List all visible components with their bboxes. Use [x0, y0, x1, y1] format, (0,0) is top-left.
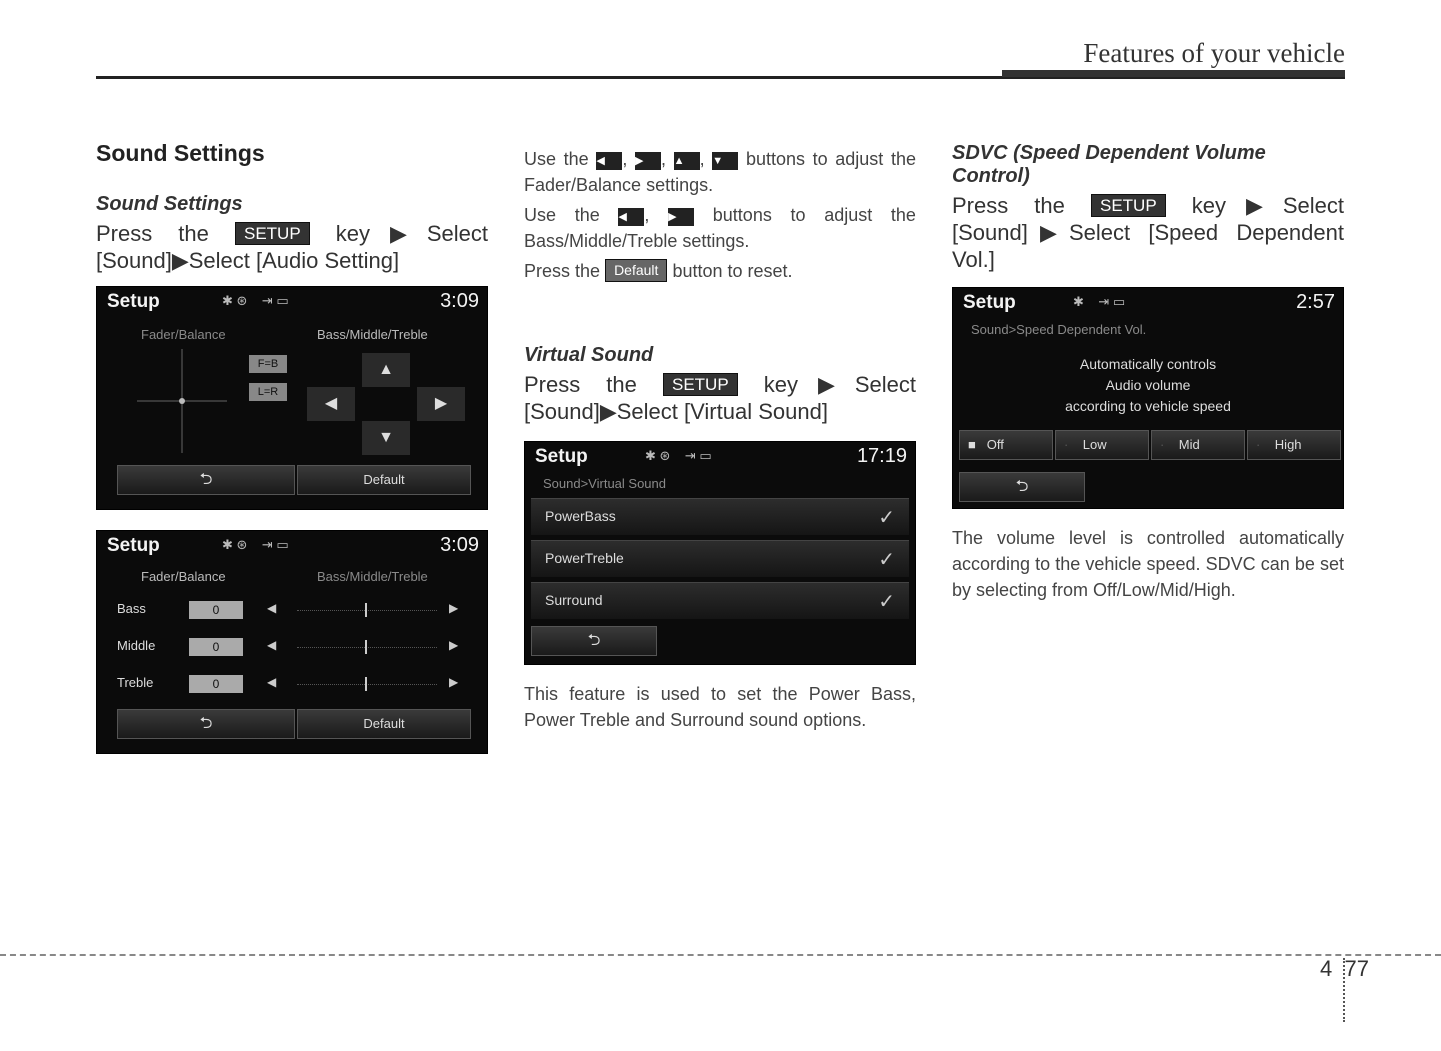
- sdvc-caption: The volume level is controlled automatically according to the vehicle speed. SDVC can be set by selecting from Off/Low/Mid/High.: [952, 528, 1344, 600]
- instruction-audio-setting: Press the SETUP key▶Select [Sound]▶Select [Audio Setting]: [96, 221, 488, 273]
- list-item-powertreble[interactable]: PowerTreble ✓: [531, 540, 909, 577]
- down-arrow-icon: ▼: [712, 152, 738, 170]
- default-key: Default: [605, 259, 667, 282]
- left-arrow-icon: ◀: [596, 152, 622, 170]
- treble-increase-icon[interactable]: ▶: [449, 675, 459, 689]
- status-icons: ✱ ⊛ ⇥ ▭: [645, 448, 712, 463]
- fader-balance-grid[interactable]: [137, 349, 227, 453]
- tab-fader-balance[interactable]: Fader/Balance: [141, 569, 226, 584]
- middle-value: 0: [189, 638, 243, 656]
- list-item-powerbass[interactable]: PowerBass ✓: [531, 498, 909, 535]
- check-icon: ✓: [878, 549, 895, 571]
- setup-key: SETUP: [663, 373, 738, 396]
- running-header: Features of your vehicle: [1083, 38, 1345, 68]
- radio-selected-icon: ■: [968, 437, 976, 452]
- right-arrow-icon[interactable]: ▶: [417, 387, 465, 421]
- instruction-bass-middle-treble: Use the ◀ , ▶ buttons to adjust the Bass/Middle/Treble settings.: [524, 205, 916, 251]
- bass-slider[interactable]: [297, 610, 437, 611]
- back-button[interactable]: ⮌: [117, 709, 295, 739]
- treble-value: 0: [189, 675, 243, 693]
- screen-time: 3:09: [440, 290, 479, 312]
- bass-increase-icon[interactable]: ▶: [449, 601, 459, 615]
- list-item-surround[interactable]: Surround ✓: [531, 582, 909, 619]
- bass-value: 0: [189, 601, 243, 619]
- down-arrow-icon[interactable]: ▼: [362, 421, 410, 455]
- bass-decrease-icon[interactable]: ◀: [267, 601, 277, 615]
- subheading-sdvc: SDVC (Speed Dependent Volume Control): [952, 142, 1266, 187]
- screen-fader-balance: [96, 286, 488, 510]
- screen-speed-dependent-vol: [952, 287, 1344, 509]
- sdvc-description: Automatically controls Audio volume according to vehicle speed: [1065, 356, 1231, 414]
- option-high[interactable]: · High: [1247, 430, 1341, 460]
- page-number: 4 77: [1320, 956, 1369, 981]
- subheading-virtual-sound: Virtual Sound: [524, 344, 654, 366]
- page-number-separator: [1343, 958, 1345, 1022]
- virtual-sound-caption: This feature is used to set the Power Bass, Power Treble and Surround sound options.: [524, 684, 916, 730]
- treble-label: Treble: [117, 675, 154, 690]
- screen-breadcrumb: Sound>Virtual Sound: [543, 476, 666, 491]
- treble-slider[interactable]: [297, 684, 437, 685]
- status-icons: ✱ ⊛ ⇥ ▭: [222, 537, 289, 552]
- left-arrow-icon: ◀: [618, 208, 644, 226]
- column-2: [524, 146, 916, 733]
- instruction-sdvc: Press the SETUP key▶Select [Sound]▶Select [Speed Dependent Vol.]: [952, 193, 1344, 272]
- up-arrow-icon[interactable]: ▲: [362, 353, 410, 387]
- column-1: [96, 140, 488, 754]
- radio-icon: ·: [1064, 437, 1069, 452]
- right-arrow-icon: ▶: [635, 152, 661, 170]
- middle-slider-thumb[interactable]: [365, 640, 367, 654]
- lr-center-button[interactable]: L=R: [249, 383, 287, 401]
- screen-title: Setup: [107, 535, 160, 556]
- screen-time: 3:09: [440, 534, 479, 556]
- middle-label: Middle: [117, 638, 156, 653]
- screen-bass-middle-treble: [96, 530, 488, 754]
- instruction-reset: Press the Default button to reset.: [524, 261, 793, 281]
- tab-bass-middle-treble[interactable]: Bass/Middle/Treble: [317, 569, 428, 584]
- default-button[interactable]: Default: [297, 709, 471, 739]
- screen-title: Setup: [107, 291, 160, 312]
- middle-increase-icon[interactable]: ▶: [449, 638, 459, 652]
- left-arrow-icon[interactable]: ◀: [307, 387, 355, 421]
- status-icons: ✱ ⊛ ⇥ ▭: [222, 293, 289, 308]
- right-arrow-icon: ▶: [668, 208, 694, 226]
- section-heading: Sound Settings: [96, 140, 265, 166]
- header-rule-accent: [1002, 70, 1345, 77]
- option-low[interactable]: · Low: [1055, 430, 1149, 460]
- setup-key: SETUP: [235, 222, 310, 245]
- default-button[interactable]: Default: [297, 465, 471, 495]
- middle-decrease-icon[interactable]: ◀: [267, 638, 277, 652]
- screen-virtual-sound: [524, 441, 916, 665]
- fb-center-button[interactable]: F=B: [249, 355, 287, 373]
- tab-bass-middle-treble[interactable]: Bass/Middle/Treble: [317, 327, 428, 342]
- screen-breadcrumb: Sound>Speed Dependent Vol.: [971, 322, 1147, 337]
- instruction-virtual-sound: Press the SETUP key▶Select [Sound]▶Select [Virtual Sound]: [524, 372, 916, 424]
- subheading-sound-settings: Sound Settings: [96, 193, 243, 215]
- screen-time: 17:19: [856, 445, 907, 467]
- tab-fader-balance[interactable]: Fader/Balance: [141, 327, 226, 342]
- footer-rule: [0, 954, 1441, 956]
- option-mid[interactable]: · Mid: [1151, 430, 1245, 460]
- screen-time: 2:57: [1296, 291, 1335, 313]
- check-icon: ✓: [878, 507, 895, 529]
- treble-slider-thumb[interactable]: [365, 677, 367, 691]
- back-button[interactable]: ⮌: [959, 472, 1085, 502]
- column-3: [952, 142, 1344, 603]
- up-arrow-icon: ▲: [674, 152, 700, 170]
- radio-icon: ·: [1160, 437, 1165, 452]
- screen-title: Setup: [535, 446, 588, 467]
- option-off[interactable]: ■ Off: [959, 430, 1053, 460]
- back-button[interactable]: ⮌: [531, 626, 657, 656]
- screen-title: Setup: [963, 292, 1016, 313]
- bass-slider-thumb[interactable]: [365, 603, 367, 617]
- status-icons: ✱ ⇥ ▭: [1073, 294, 1126, 309]
- check-icon: ✓: [878, 591, 895, 613]
- back-button[interactable]: ⮌: [117, 465, 295, 495]
- bass-label: Bass: [117, 601, 146, 616]
- middle-slider[interactable]: [297, 647, 437, 648]
- treble-decrease-icon[interactable]: ◀: [267, 675, 277, 689]
- instruction-fader-balance: Use the ◀ , ▶ , ▲ , ▼ buttons to adjust the Fader/Balance settings.: [524, 149, 916, 195]
- radio-icon: ·: [1256, 437, 1261, 452]
- setup-key: SETUP: [1091, 194, 1166, 217]
